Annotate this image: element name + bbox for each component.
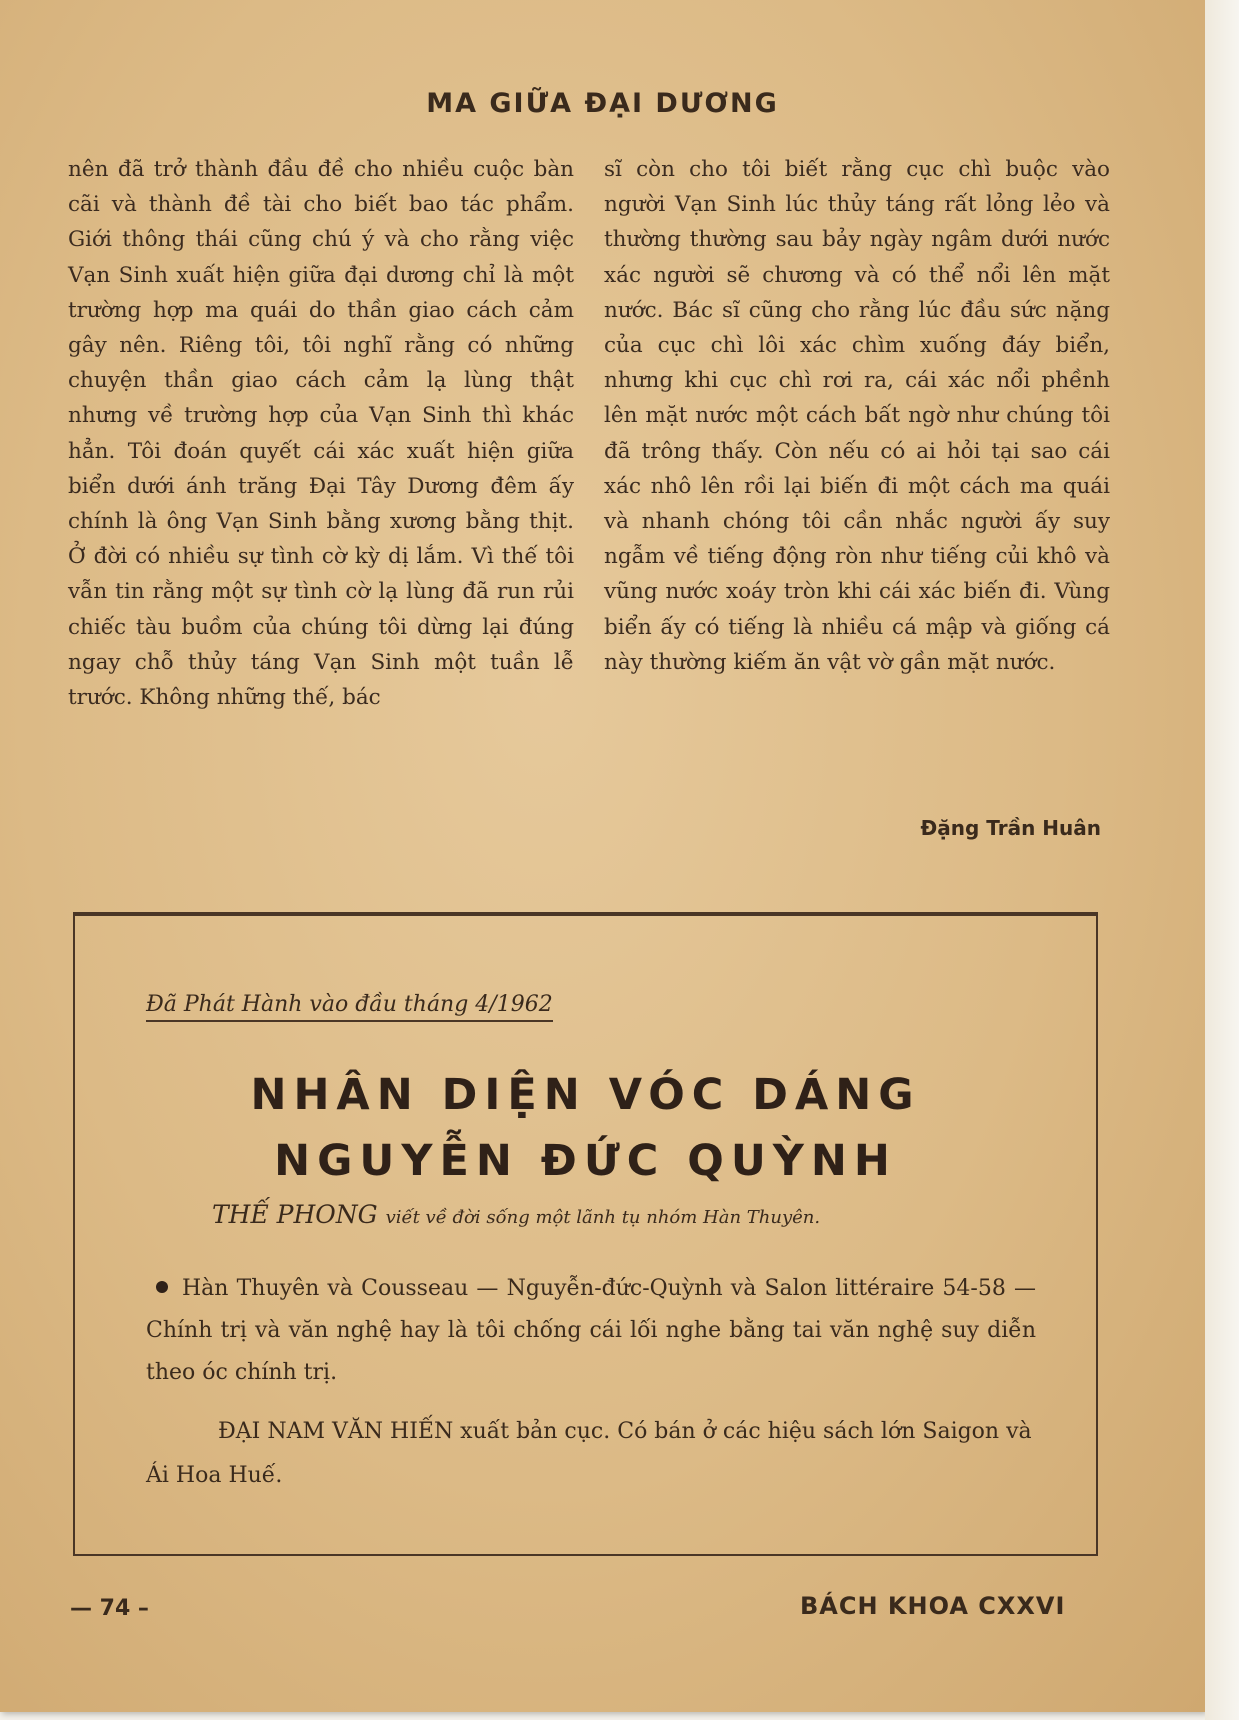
page-number: — 74 – (70, 1596, 149, 1621)
ad-author-name: THẾ PHONG (212, 1200, 378, 1229)
ad-book-title-line1: NHÂN DIỆN VÓC DÁNG (250, 1070, 921, 1120)
article-left-column (68, 152, 574, 715)
ad-book-title-line2: NGUYỄN ĐỨC QUỲNH (274, 1136, 897, 1186)
author-signature: Đặng Trần Huân (920, 816, 1101, 840)
bullet-icon (156, 1281, 168, 1293)
running-title: MA GIỮA ĐẠI DƯƠNG (426, 88, 779, 119)
ad-author-note: viết về đời sống một lãnh tụ nhóm Hàn Thuyên. (385, 1207, 821, 1228)
ad-release-date: Đã Phát Hành vào đầu tháng 4/1962 (146, 992, 553, 1022)
article-text-right: sĩ còn cho tôi biết rằng cục chì buộc vào người Vạn Sinh lúc thủy táng rất lỏng lẻo và thường thường sau bảy ngày ngâm dưới nước xác người sẽ chương và có thể nổi lên mặt nước. Bác sĩ cũng cho rằng lúc đầu sức nặng của cục chì lôi xác chìm xuống đáy biển, nhưng khi cục chì rơi ra, cái xác nổi phềnh lên mặt nước một cách bất ngờ như chúng tôi đã trông thấy. Còn nếu có ai hỏi tại sao cái xác nhô lên rồi lại biến đi một cách ma quái và nhanh chóng tôi cần nhắc người ấy suy ngẫm về tiếng động ròn như tiếng củi khô và vũng nước xoáy tròn khi cái xác biến đi. Vùng biển ấy có tiếng là nhiều cá mập và giống cá này thường kiếm ăn vật vờ gần mặt nước. (604, 157, 1110, 675)
ad-author-line (212, 1200, 820, 1229)
ad-publisher-note: ĐẠI NAM VĂN HIẾN xuất bản cục. Có bán ở các hiệu sách lớn Saigon và Ái Hoa Huế. (146, 1419, 1032, 1488)
article-right-column (604, 152, 1110, 680)
ad-description-text: Hàn Thuyên và Cousseau — Nguyễn-đức-Quỳnh và Salon littéraire 54-58 — Chính trị và văn nghệ hay là tôi chống cái lối nghe bằng tai văn nghệ suy diễn theo óc chính trị. (146, 1276, 1036, 1385)
scan-margin (1205, 0, 1239, 1720)
article-text-left: nên đã trở thành đầu đề cho nhiều cuộc bàn cãi và thành đề tài cho biết bao tác phẩm. Giới thông thái cũng chú ý và cho rằng việc Vạn Sinh xuất hiện giữa đại dương chỉ là một trường hợp ma quái do thần giao cách cảm gây nên. Riêng tôi, tôi nghĩ rằng có những chuyện thần giao cách cảm lạ lùng thật nhưng về trường hợp của Vạn Sinh thì khác hẳn. Tôi đoán quyết cái xác xuất hiện giữa biển dưới ánh trăng Đại Tây Dương đêm ấy chính là ông Vạn Sinh bằng xương bằng thịt. Ở đời có nhiều sự tình cờ kỳ dị lắm. Vì thế tôi vẫn tin rằng một sự tình cờ lạ lùng đã run rủi chiếc tàu buồm của chúng tôi dừng lại đúng ngay chỗ thủy táng Vạn Sinh một tuần lễ trước. Không những thế, bác (68, 157, 574, 711)
ad-description (146, 1268, 1036, 1394)
magazine-issue: BÁCH KHOA CXXVI (800, 1592, 1066, 1620)
